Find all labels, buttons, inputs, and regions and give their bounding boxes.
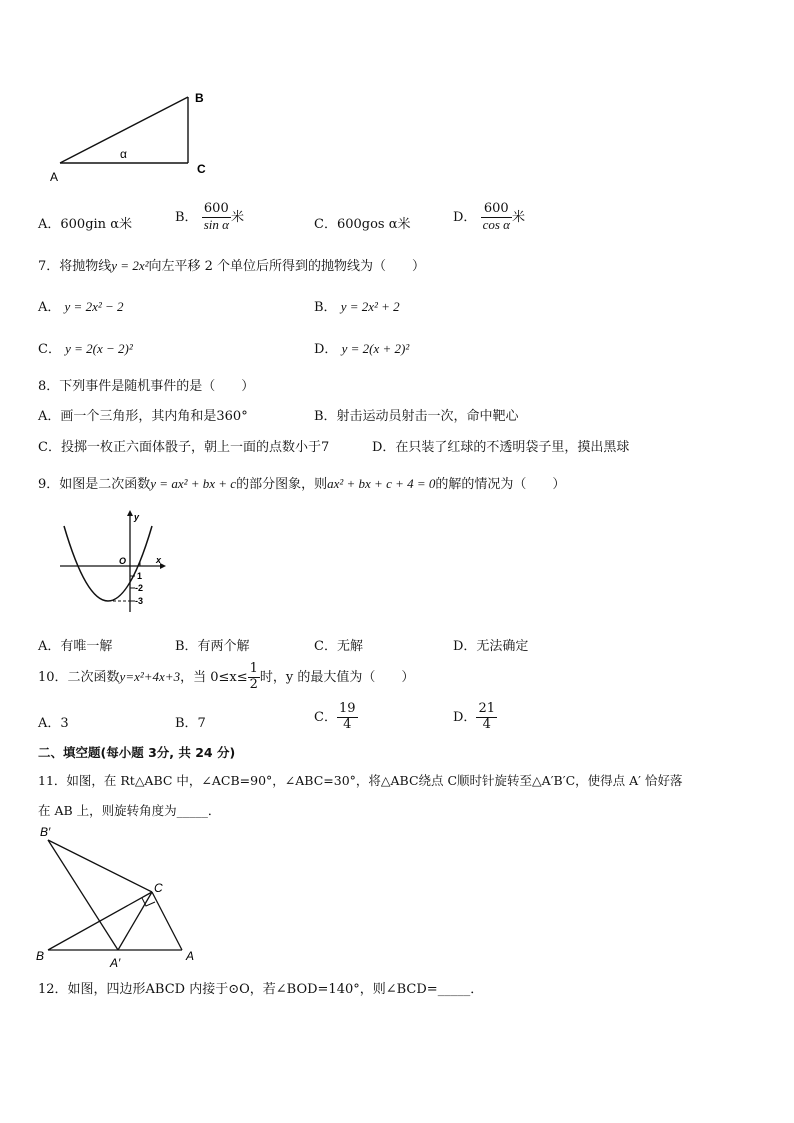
fraction: $\frac{600}{\text{sin α}}$ xyxy=(203,201,229,232)
graph-tick-2: -2 xyxy=(135,583,144,593)
q8-option-b[interactable]: B．射击运动员射击一次，命中靶心 xyxy=(314,409,519,424)
q12-stem: 12．如图，四边形ABCD 内接于⊙O，若∠BOD=140°，则∠BCD=_____． xyxy=(38,982,484,997)
parabola-graph xyxy=(56,508,166,618)
graph-tick-3: -3 xyxy=(135,596,144,606)
q6-option-a[interactable]: A．600gin α米 xyxy=(38,217,132,232)
q7-option-c[interactable]: C． y = 2(x − 2)² xyxy=(38,341,133,357)
triangle-figure xyxy=(40,85,220,185)
q11-line2: 在 AB 上，则旋转角度为_____． xyxy=(38,803,221,818)
q7-option-b[interactable]: B． y = 2x² + 2 xyxy=(314,299,400,315)
fraction: $\frac{21}{4}$ xyxy=(478,701,495,732)
q9-stem: 9．如图是二次函数y = ax² + bx + c的部分图象，则ax² + bx + c + 4 = 0的解的情况为（ ） xyxy=(38,476,566,492)
section-heading: 二、填空题(每小题 3分, 共 24 分) xyxy=(38,745,236,760)
label-a: A xyxy=(50,170,59,184)
q6-option-b[interactable]: B． $\frac{600}{\text{sin α}}$ 米 xyxy=(175,201,244,232)
q8-stem: 8．下列事件是随机事件的是（ ） xyxy=(38,379,255,394)
q10-option-a[interactable]: A．3 xyxy=(38,716,69,731)
q9-option-b[interactable]: B．有两个解 xyxy=(175,639,250,654)
graph-label-o: O xyxy=(119,556,127,566)
label-b: B xyxy=(36,949,45,963)
q11-line1: 11．如图，在 Rt△ABC 中，∠ACB=90°，∠ABC=30°，将△ABC绕点 C顺时针旋转至△A′B′C，使得点 A′ 恰好落 xyxy=(38,773,683,788)
q9-option-c[interactable]: C．无解 xyxy=(314,639,363,654)
label-alpha: α xyxy=(120,147,127,161)
q7-option-d[interactable]: D． y = 2(x + 2)² xyxy=(314,341,410,357)
q7-stem: 7．将抛物线y = 2x²向左平移 2 个单位后所得到的抛物线为（ ） xyxy=(38,258,426,274)
q8-option-a[interactable]: A．画一个三角形，其内角和是360° xyxy=(38,409,248,424)
label-c: C xyxy=(197,162,206,176)
q10-stem: 10．二次函数y=x²+4x+3，当 0≤x≤ $\frac{1}{2}$ 时，y 的最大值为（ ） xyxy=(38,661,415,692)
q10-option-c[interactable]: C． $\frac{19}{4}$ xyxy=(314,701,356,732)
q10-option-d[interactable]: D． $\frac{21}{4}$ xyxy=(453,701,495,732)
fraction: $\frac{1}{2}$ xyxy=(249,661,258,692)
graph-tick-1: 1 xyxy=(137,571,143,581)
graph-label-y: y xyxy=(134,512,140,522)
q6-option-c[interactable]: C．600gos α米 xyxy=(314,217,411,232)
label-a: A xyxy=(186,949,195,963)
label-b-prime: B′ xyxy=(40,825,51,839)
q8-option-d[interactable]: D．在只装了红球的不透明袋子里，摸出黑球 xyxy=(372,440,630,455)
label-a-prime: A′ xyxy=(110,956,121,970)
q6-option-d[interactable]: D． $\frac{600}{\text{cos α}}$ 米 xyxy=(453,201,525,232)
label-c: C xyxy=(154,881,163,895)
q8-option-c[interactable]: C．投掷一枚正六面体骰子，朝上一面的点数小于7 xyxy=(38,440,330,455)
fraction: $\frac{19}{4}$ xyxy=(338,701,356,732)
q9-option-a[interactable]: A．有唯一解 xyxy=(38,639,113,654)
graph-label-x: x xyxy=(156,555,162,565)
fraction: $\frac{600}{\text{cos α}}$ xyxy=(482,201,510,232)
rotation-figure xyxy=(30,822,210,972)
q9-option-d[interactable]: D．无法确定 xyxy=(453,639,529,654)
q7-option-a[interactable]: A． y = 2x² − 2 xyxy=(38,299,124,315)
label-b: B xyxy=(195,91,204,105)
q10-option-b[interactable]: B．7 xyxy=(175,716,206,731)
